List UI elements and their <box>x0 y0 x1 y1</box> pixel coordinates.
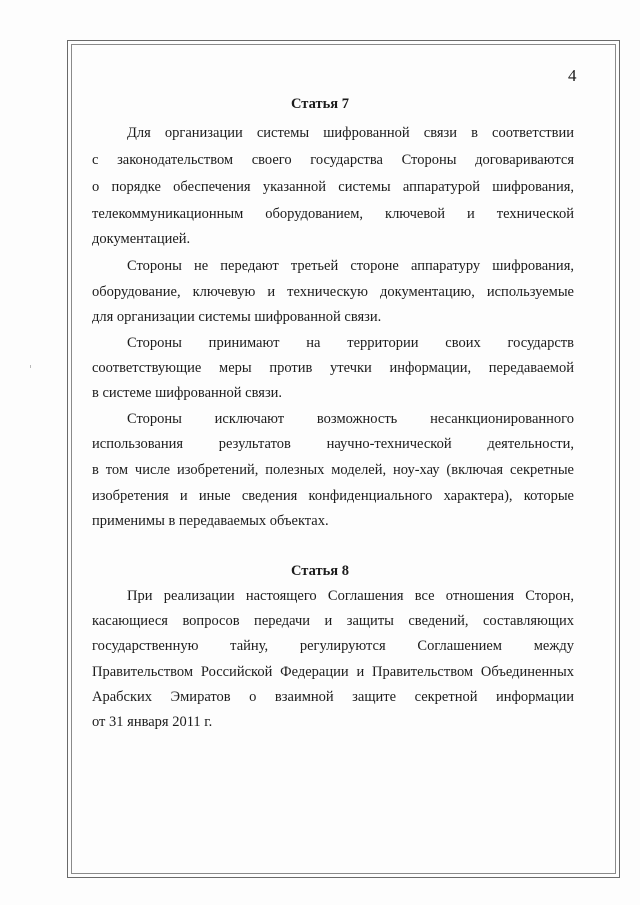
article-7-line: применимы в передаваемых объектах. <box>92 513 329 529</box>
article-8-line: При реализации настоящего Соглашения все отношения Сторон, <box>127 588 574 604</box>
article-8-line: государственную тайну, регулируются Соглашением между <box>92 638 574 654</box>
article-8-heading: Статья 8 <box>291 563 349 579</box>
article-7-line: телекоммуникационным оборудованием, ключевой и технической <box>92 206 574 222</box>
page-number: 4 <box>568 66 577 85</box>
article-7-line: оборудование, ключевую и техническую документацию, используемые <box>92 284 574 300</box>
article-7-line: соответствующие меры против утечки информации, передаваемой <box>92 360 574 376</box>
article-8-line: касающиеся вопросов передачи и защиты сведений, составляющих <box>92 613 574 629</box>
article-8-line: Арабских Эмиратов о взаимной защите секретной информации <box>92 689 574 705</box>
article-7-line: изобретения и иные сведения конфиденциального характера), которые <box>92 488 574 504</box>
page-border-inner <box>71 44 616 874</box>
article-7-line: использования результатов научно-технической деятельности, <box>92 436 574 452</box>
article-7-line: в системе шифрованной связи. <box>92 385 283 401</box>
scan-artifact <box>30 365 31 368</box>
article-8-line: от 31 января 2011 г. <box>92 714 213 730</box>
article-7-line: Стороны не передают третьей стороне аппаратуру шифрования, <box>127 258 574 274</box>
article-7-heading: Статья 7 <box>291 96 349 112</box>
article-7-line: документацией. <box>92 231 191 247</box>
article-7-line: Для организации системы шифрованной связи в соответствии <box>127 125 574 141</box>
article-7-line: Стороны принимают на территории своих государств <box>127 335 574 351</box>
article-8-line: Правительством Российской Федерации и Правительством Объединенных <box>92 664 574 680</box>
article-7-line: с законодательством своего государства Стороны договариваются <box>92 152 574 168</box>
article-7-line: для организации системы шифрованной связи. <box>92 309 382 325</box>
article-7-line: Стороны исключают возможность несанкционированного <box>127 411 574 427</box>
article-7-line: о порядке обеспечения указанной системы аппаратурой шифрования, <box>92 179 574 195</box>
article-7-line: в том числе изобретений, полезных моделей, ноу-хау (включая секретные <box>92 462 574 478</box>
